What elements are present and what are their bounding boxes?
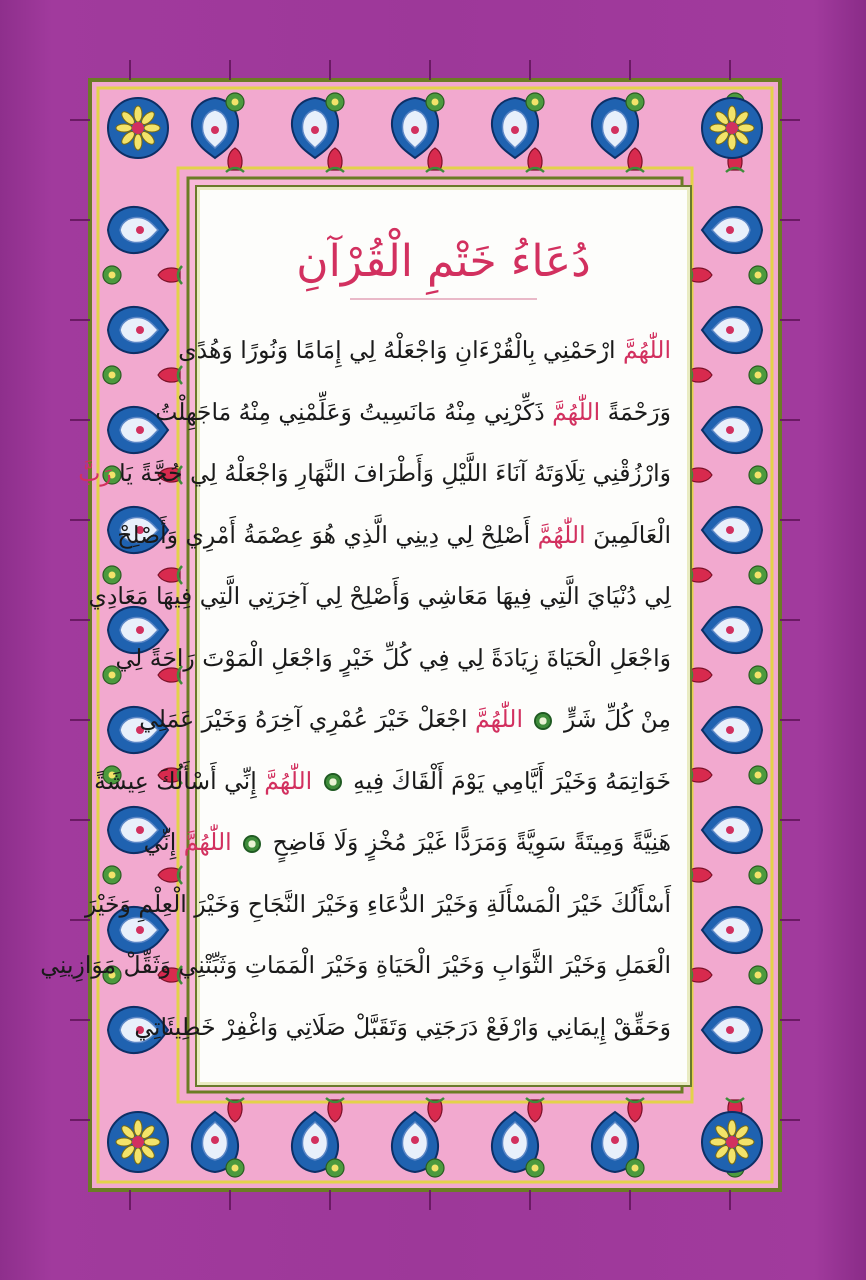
highlighted-word: اللّٰهُمَّ (183, 828, 232, 856)
text-line (88, 566, 671, 628)
text-line (40, 935, 671, 997)
highlighted-word: اللّٰهُمَّ (475, 705, 523, 733)
highlighted-word: اللّٰهُمَّ (623, 336, 671, 364)
text-segment: الْعَمَلِ وَخَيْرَ الثَّوَابِ وَخَيْرَ الْحَيَاةِ وَخَيْرَ الْمَمَاتِ وَثَبِّتْنِي وَثَقِّلْ مَوَازِينِي (40, 951, 671, 979)
rosette-icon (534, 712, 552, 730)
text-segment: لِي دُنْيَايَ الَّتِي فِيهَا مَعَاشِي وَأَصْلِحْ لِي آخِرَتِي الَّتِي فِيهَا مَعَادِي (88, 582, 671, 610)
text-line (178, 320, 671, 382)
text-segment: أَسْأَلُكَ خَيْرَ الْمَسْأَلَةِ وَخَيْرَ الدُّعَاءِ وَخَيْرَ النَّجَاحِ وَخَيْرَ الْعِلْمِ وَخَيْرَ (84, 889, 671, 918)
text-segment: خَوَاتِمَهُ وَخَيْرَ أَيَّامِي يَوْمَ أَلْقَاكَ فِيهِ (345, 766, 671, 795)
title-underline (350, 298, 537, 300)
text-segment: إِنِّي أَسْأَلُكَ عِيشَةً (94, 766, 265, 795)
text-segment: اجْعَلْ خَيْرَ عُمْرِي آخِرَهُ وَخَيْرَ عَمَلِي (139, 705, 476, 733)
text-segment: وَرَحْمَةً (600, 397, 671, 426)
text-segment: ذَكِّرْنِي مِنْهُ مَانَسِيتُ وَعَلِّمْنِي مِنْهُ مَاجَهِلْتُ (155, 397, 553, 426)
text-line (143, 812, 671, 874)
rosette-icon (324, 773, 342, 791)
text-segment (232, 828, 239, 856)
text-segment: وَاجْعَلِ الْحَيَاةَ زِيَادَةً لِي فِي كُلِّ خَيْرٍ وَاجْعَلِ الْمَوْتَ رَاحَةً لِي (115, 643, 671, 672)
text-line (139, 689, 671, 751)
text-line (115, 628, 671, 690)
text-segment (523, 705, 530, 733)
text-segment (312, 767, 319, 795)
text-segment: مِنْ كُلِّ شَرٍّ (556, 705, 671, 733)
highlighted-word: اللّٰهُمَّ (264, 766, 313, 795)
text-segment: الْعَالَمِينَ (585, 520, 671, 549)
text-segment: وَارْزُقْنِي تِلَاوَتَهُ آنَاءَ اللَّيْلِ وَأَطْرَافَ النَّهَارِ وَاجْعَلْهُ لِي حُجَّةً يَا (111, 459, 671, 487)
text-line (84, 874, 671, 936)
text-line (155, 382, 671, 444)
text-line (78, 443, 671, 505)
text-line (94, 751, 671, 813)
page-title: دُعَاءُ خَتْمِ الْقُرْآنِ (296, 236, 591, 287)
text-segment: وَحَقِّقْ إِيمَانِي وَارْفَعْ دَرَجَتِي وَتَقَبَّلْ صَلَاتِي وَاغْفِرْ خَطِيئَاتِي (134, 1012, 671, 1041)
highlighted-word: رَبَّ (78, 459, 112, 487)
text-segment: أَصْلِحْ لِي دِينِي الَّذِي هُوَ عِصْمَةُ أَمْرِي وَأَصْلِحْ (117, 520, 538, 549)
text-segment: إِنِّي (143, 828, 184, 856)
text-line (134, 997, 671, 1059)
text-segment: ارْحَمْنِي بِالْقُرْءَانِ وَاجْعَلْهُ لِي إِمَامًا وَنُورًا وَهُدًى (178, 336, 624, 364)
highlighted-word: اللّٰهُمَّ (552, 397, 601, 426)
rosette-icon (243, 835, 261, 853)
highlighted-word: اللّٰهُمَّ (537, 520, 586, 549)
text-line (117, 505, 671, 567)
text-panel (40, 187, 690, 1085)
text-segment: هَنِيَّةً وَمِيتَةً سَوِيَّةً وَمَرَدًّا غَيْرَ مُخْزٍ وَلَا فَاضِحٍ (265, 828, 671, 856)
prayer-text (40, 320, 671, 1058)
